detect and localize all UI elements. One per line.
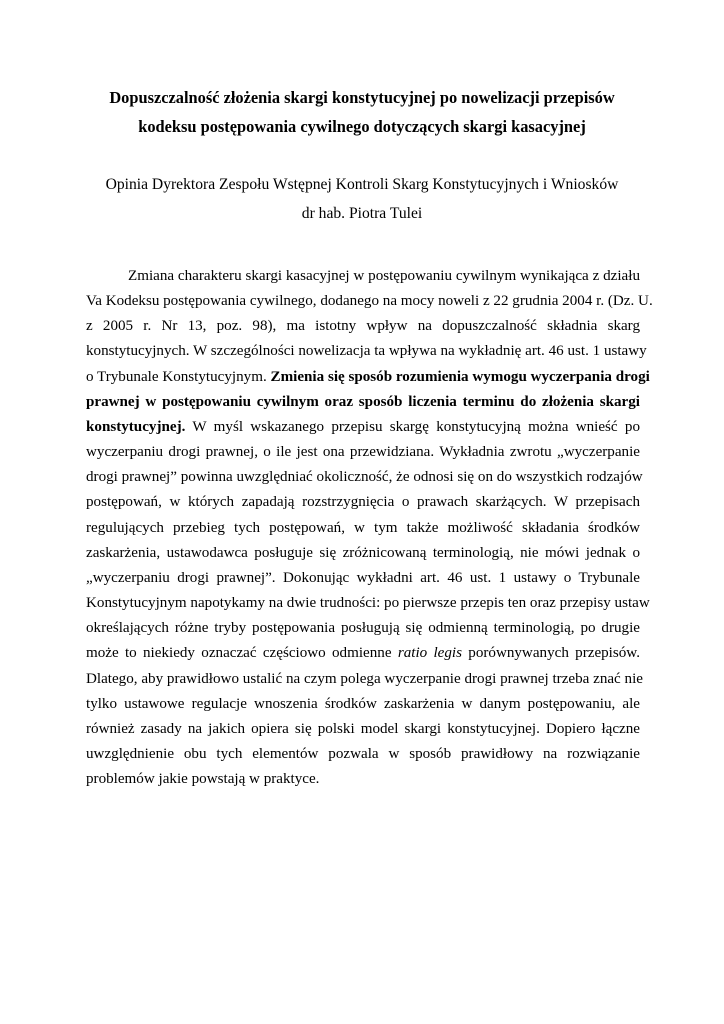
body-paragraph (86, 264, 653, 792)
body-line: tylko ustawowe regulacje wnoszenia środków zaskarżenia w danym postępowaniu, ale (86, 695, 640, 712)
body-text-run: porównywanych przepisów. (461, 645, 640, 662)
body-line (86, 415, 640, 440)
body-text-run: o Trybunale Konstytucyjnym. (86, 368, 271, 385)
italic-text-run: ratio legis (397, 645, 462, 662)
body-line: konstytucyjnych. W szczególności nowelizacja ta wpływa na wykładnię art. 46 ust. 1 ustawy (86, 343, 647, 360)
bold-text-run: prawnej w postępowaniu cywilnym oraz sposób liczenia terminu do złożenia skargi (86, 393, 640, 410)
body-line: postępowań, w których zapadają rozstrzygnięcia o prawach skarżących. W przepisach (86, 494, 640, 511)
body-line: regulujących przebieg tych postępowań, w tym także możliwość składania środków (86, 519, 640, 536)
body-line: uwzględnienie obu tych elementów pozwala w sposób prawidłowy na rozwiązanie (86, 745, 640, 762)
body-text-run: W myśl wskazanego przepisu skargę konstytucyjną można wnieść po (185, 418, 640, 435)
document-title (86, 83, 638, 141)
body-line: określających różne tryby postępowania posługują się odmienną terminologią, po drugie (86, 620, 640, 637)
subtitle-line-1: Opinia Dyrektora Zespołu Wstępnej Kontroli Skarg Konstytucyjnych i Wniosków (105, 176, 619, 193)
bold-text-run: Zmienia się sposób rozumienia wymogu wyczerpania drogi (270, 368, 650, 385)
body-line: z 2005 r. Nr 13, poz. 98), ma istotny wpływ na dopuszczalność składnia skarg (86, 318, 640, 335)
document-subtitle (80, 170, 644, 228)
body-line: „wyczerpaniu drogi prawnej”. Dokonując wykładni art. 46 ust. 1 ustawy o Trybunale (86, 569, 640, 586)
title-line-2: kodeksu postępowania cywilnego dotyczących skargi kasacyjnej (138, 117, 586, 136)
body-line: drogi prawnej” powinna uwzględniać okoliczność, że odnosi się on do wszystkich rodzajów (86, 469, 643, 486)
body-line: również zasady na jakich opiera się polski model skargi konstytucyjnej. Dopiero łączne (86, 720, 640, 737)
body-line (86, 641, 640, 666)
bold-text-run: konstytucyjnej. (86, 418, 186, 435)
title-line-1: Dopuszczalność złożenia skargi konstytucyjnej po nowelizacji przepisów (109, 88, 615, 107)
body-line: Konstytucyjnym napotykamy na dwie trudności: po pierwsze przepis ten oraz przepisy ustaw (86, 595, 650, 612)
body-line: wyczerpaniu drogi prawnej, o ile jest ona przewidziana. Wykładnia zwrotu „wyczerpanie (86, 444, 640, 461)
body-line: problemów jakie powstają w praktyce. (86, 771, 320, 788)
body-line (86, 390, 640, 415)
body-line: Va Kodeksu postępowania cywilnego, dodanego na mocy noweli z 22 grudnia 2004 r. (Dz. U. (86, 293, 653, 310)
body-line: Zmiana charakteru skargi kasacyjnej w postępowaniu cywilnym wynikająca z działu (128, 268, 640, 284)
body-line: Dlatego, aby prawidłowo ustalić na czym polega wyczerpanie drogi prawnej trzeba znać nie (86, 670, 643, 687)
body-line: zaskarżenia, ustawodawca posługuje się zróżnicowaną terminologią, nie mówi jednak o (86, 544, 640, 561)
body-text-run: może to niekiedy oznaczać częściowo odmienne (86, 645, 398, 662)
subtitle-line-2: dr hab. Piotra Tulei (301, 205, 423, 222)
body-line (86, 365, 650, 390)
